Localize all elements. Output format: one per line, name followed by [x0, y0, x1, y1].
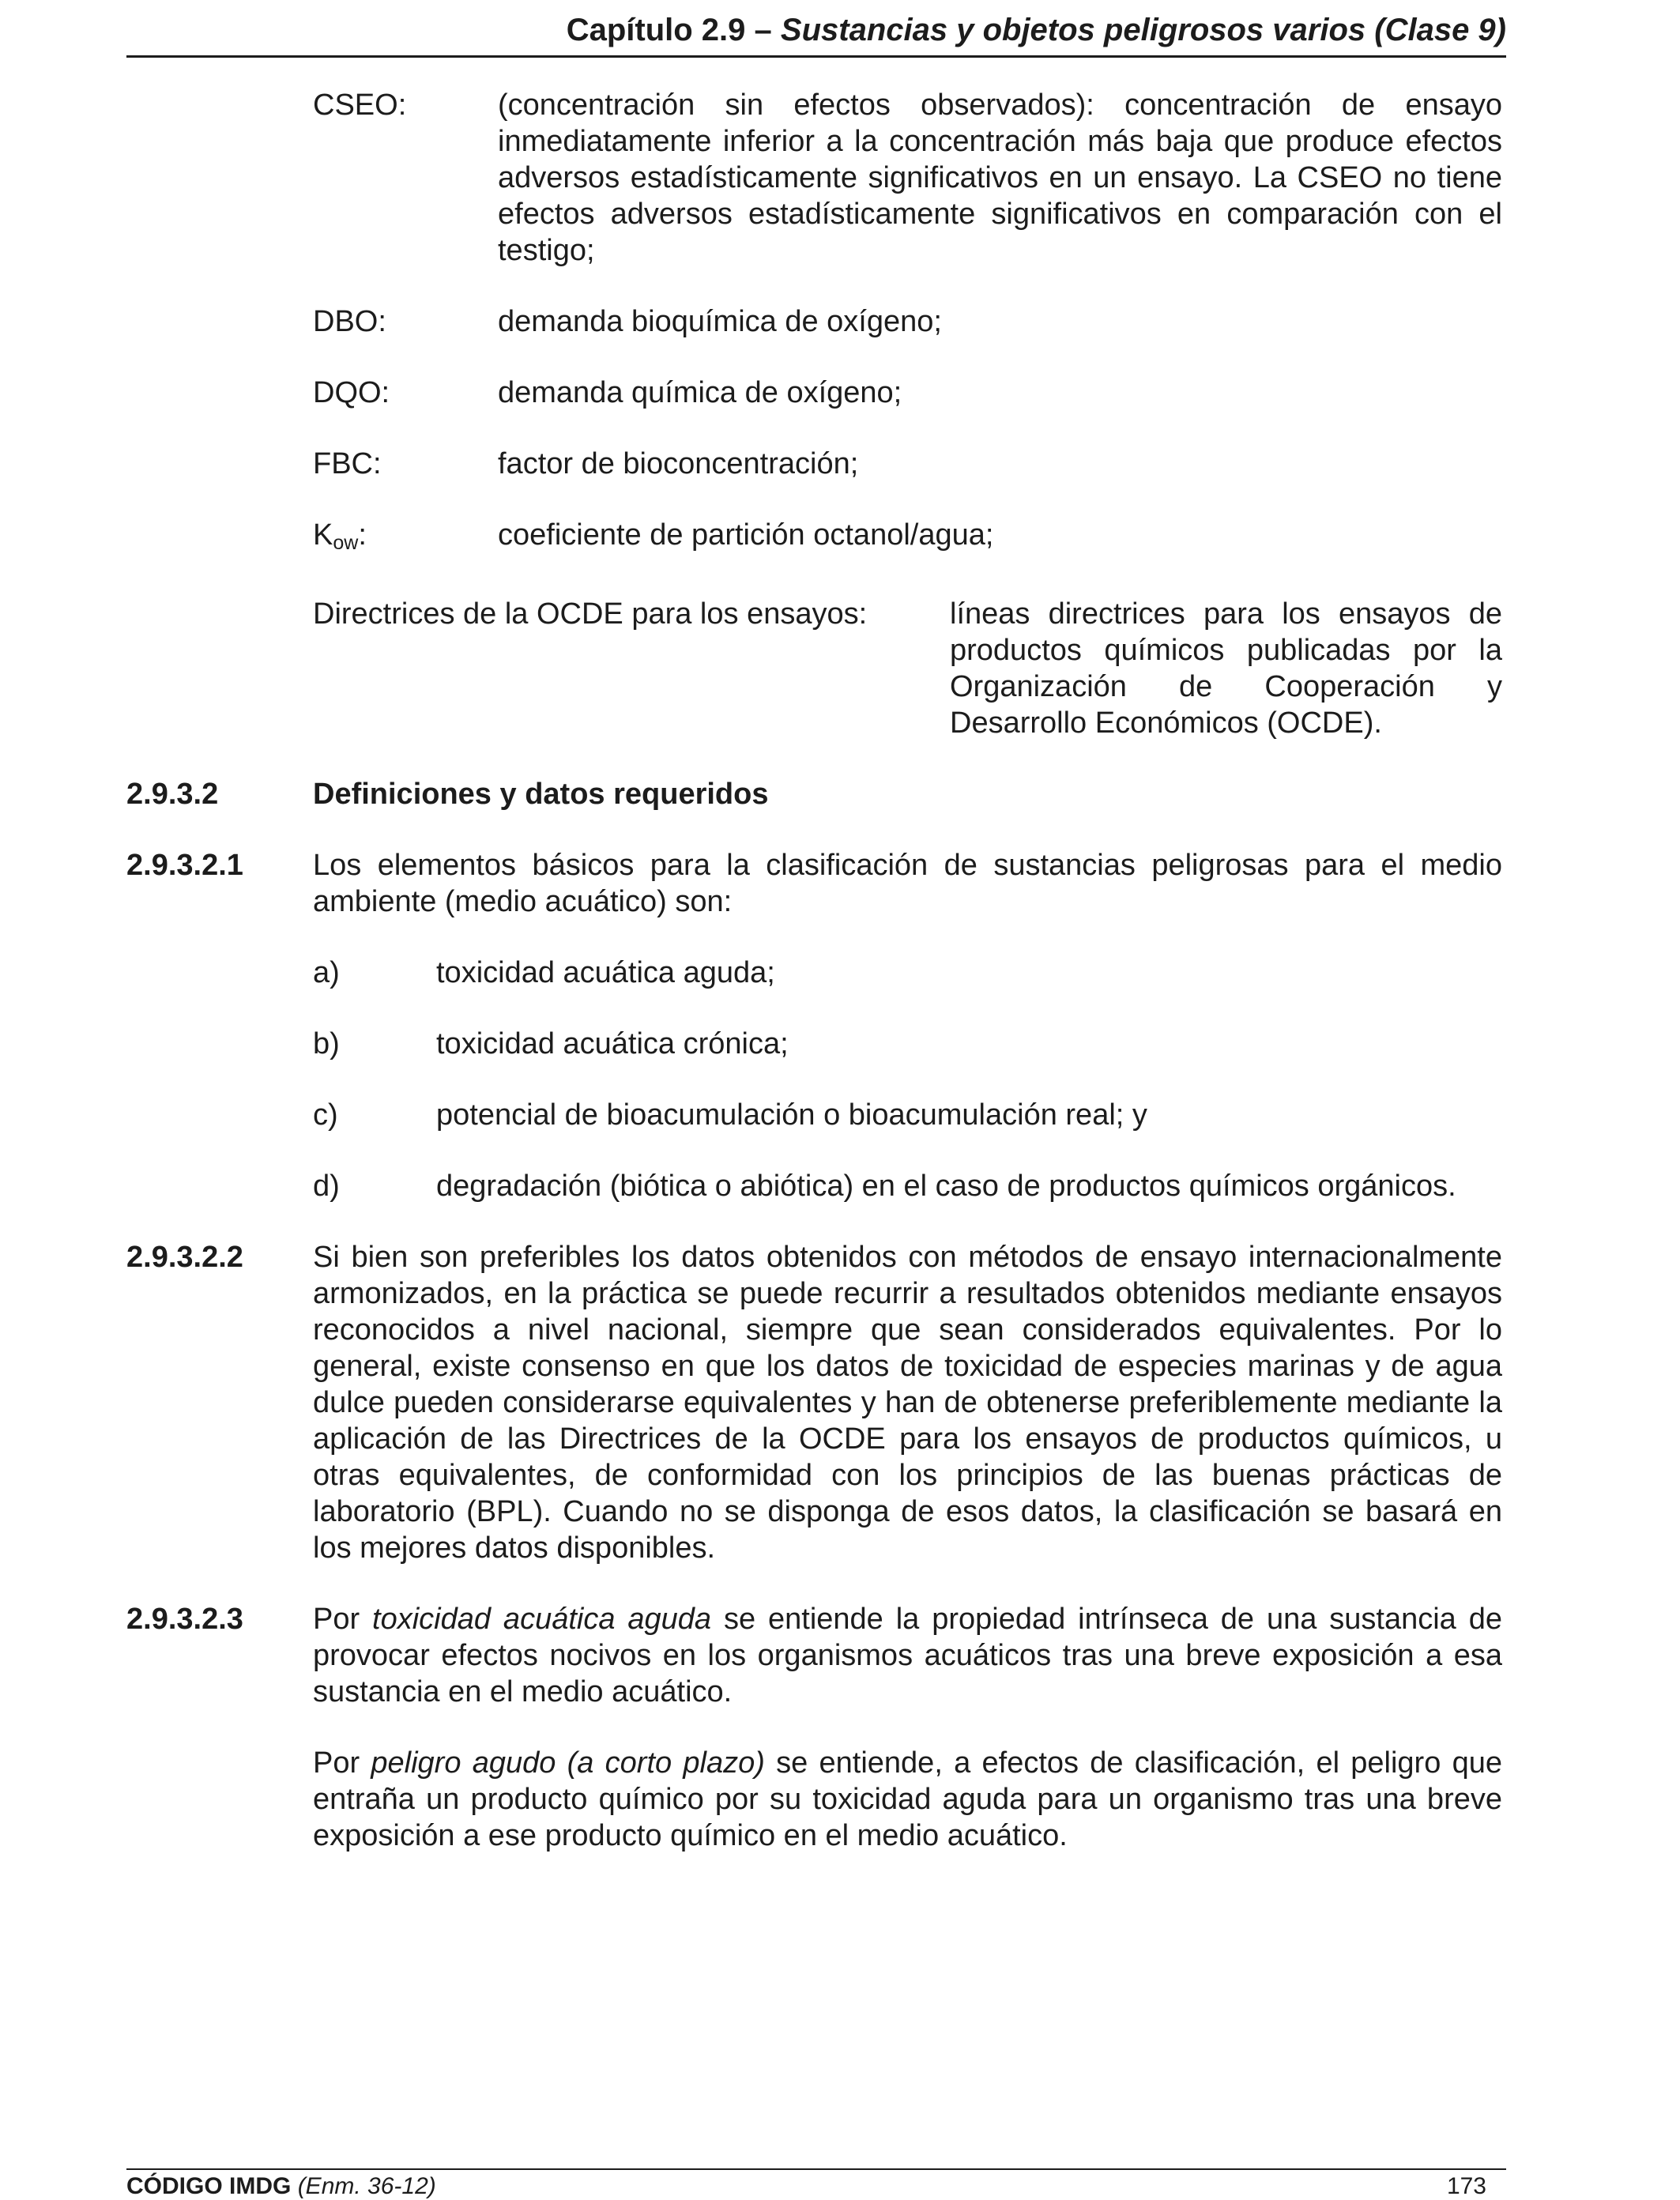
section-number: 2.9.3.2.1	[126, 849, 243, 882]
list-item-text: toxicidad acuática crónica;	[436, 1027, 789, 1060]
section-text: Los elementos básicos para la clasificación de sustancias peligrosas para el medio ambiente (medio acuático) son:	[313, 849, 1502, 918]
list-item	[126, 1026, 1502, 1062]
defined-term: toxicidad acuática aguda	[372, 1603, 712, 1636]
ocde-guidelines-term: Directrices de la OCDE para los ensayos:	[313, 597, 868, 631]
abbreviation-definition: demanda bioquímica de oxígeno;	[498, 305, 942, 338]
section-heading	[126, 776, 1502, 812]
kow-subscript: ow	[333, 532, 359, 554]
definition-paragraph	[313, 1601, 1502, 1710]
defined-term: peligro agudo (a corto plazo)	[371, 1746, 765, 1780]
section-2-9-3-2-2	[126, 1239, 1502, 1566]
section-number: 2.9.3.2	[126, 778, 219, 811]
ocde-guidelines-definition: líneas directrices para los ensayos de productos químicos publicadas por la Organización de Cooperación y Desarrollo Económicos (OCDE).	[950, 597, 1502, 740]
abbreviation-definition: factor de bioconcentración;	[498, 447, 859, 480]
abbreviation-row	[126, 375, 1502, 411]
footer-code: CÓDIGO IMDG	[126, 2173, 292, 2199]
paragraph-rest: se entiende, a efectos de clasificación, el peligro que entraña un producto químico por su toxicidad aguda para un organismo tras una breve exposición a ese producto químico en el medio acuático.	[313, 1746, 1502, 1852]
chapter-number: Capítulo 2.9 –	[566, 13, 772, 47]
list-item	[126, 1097, 1502, 1133]
abbreviation-row-kow	[126, 517, 1502, 561]
page-footer	[126, 2173, 436, 2200]
paragraph-lead: Por	[313, 1603, 373, 1636]
page-body	[126, 87, 1502, 1889]
abbreviation-term-kow	[126, 517, 498, 561]
abbreviation-term: DBO:	[313, 305, 386, 338]
list-item-label: a)	[313, 956, 340, 989]
abbreviation-term: FBC:	[313, 447, 382, 480]
section-body	[313, 1601, 1502, 1854]
kow-base: K	[313, 518, 333, 552]
list-item-label: b)	[313, 1027, 340, 1060]
abbreviation-row	[126, 87, 1502, 269]
list-item-text: potencial de bioacumulación o bioacumulación real; y	[436, 1098, 1147, 1132]
header-divider	[126, 55, 1506, 58]
ocde-guidelines-row	[126, 596, 1502, 741]
abbreviation-definition: coeficiente de partición octanol/agua;	[498, 518, 994, 552]
section-text: Si bien son preferibles los datos obtenidos con métodos de ensayo internacionalmente armonizados, en la práctica se puede recurrir a resultados obtenidos mediante ensayos reconocidos a nivel nacional, siempre que sean considerados equivalentes. Por lo general, existe consenso en que los datos de toxicidad de especies marinas y de agua dulce pueden considerarse equivalentes y han de obtenerse preferiblemente mediante la aplicación de las Directrices de la OCDE para los ensayos de productos químicos, u otras equivalentes, de conformidad con los principios de las buenas prácticas de laboratorio (BPL). Cuando no se disponga de esos datos, la clasificación se basará en los mejores datos disponibles.	[313, 1241, 1502, 1565]
abbreviation-term: DQO:	[313, 376, 390, 409]
abbreviation-row	[126, 303, 1502, 340]
chapter-title: Sustancias y objetos peligrosos varios (Clase 9)	[780, 13, 1506, 47]
list-item-label: c)	[313, 1098, 338, 1132]
kow-colon: :	[358, 518, 367, 552]
section-number: 2.9.3.2.2	[126, 1241, 243, 1274]
paragraph-rest: se entiende la propiedad intrínseca de una sustancia de provocar efectos nocivos en los organismos acuáticos tras una breve exposición a esa sustancia en el medio acuático.	[313, 1603, 1502, 1708]
section-2-9-3-2-1	[126, 847, 1502, 920]
list-item-text: toxicidad acuática aguda;	[436, 956, 775, 989]
section-2-9-3-2-3	[126, 1601, 1502, 1854]
footer-amendment: (Enm. 36-12)	[297, 2173, 436, 2199]
definition-paragraph	[313, 1745, 1502, 1854]
abbreviation-term: CSEO:	[313, 89, 407, 122]
list-item-label: d)	[313, 1170, 340, 1203]
list-item	[126, 955, 1502, 991]
list-item-text: degradación (biótica o abiótica) en el caso de productos químicos orgánicos.	[436, 1170, 1456, 1203]
footer-divider	[126, 2168, 1506, 2170]
section-title: Definiciones y datos requeridos	[313, 778, 769, 811]
page-number: 173	[1446, 2173, 1486, 2199]
list-item	[126, 1168, 1502, 1204]
abbreviation-definition: (concentración sin efectos observados): concentración de ensayo inmediatamente inferior a la concentración más baja que produce efectos adversos estadísticamente significativos en un ensayo. La CSEO no tiene efectos adversos estadísticamente significativos en comparación con el testigo;	[498, 89, 1502, 267]
abbreviation-definition: demanda química de oxígeno;	[498, 376, 902, 409]
paragraph-lead: Por	[313, 1746, 371, 1780]
page-header	[567, 13, 1506, 48]
section-number: 2.9.3.2.3	[126, 1603, 243, 1636]
abbreviation-row	[126, 446, 1502, 482]
